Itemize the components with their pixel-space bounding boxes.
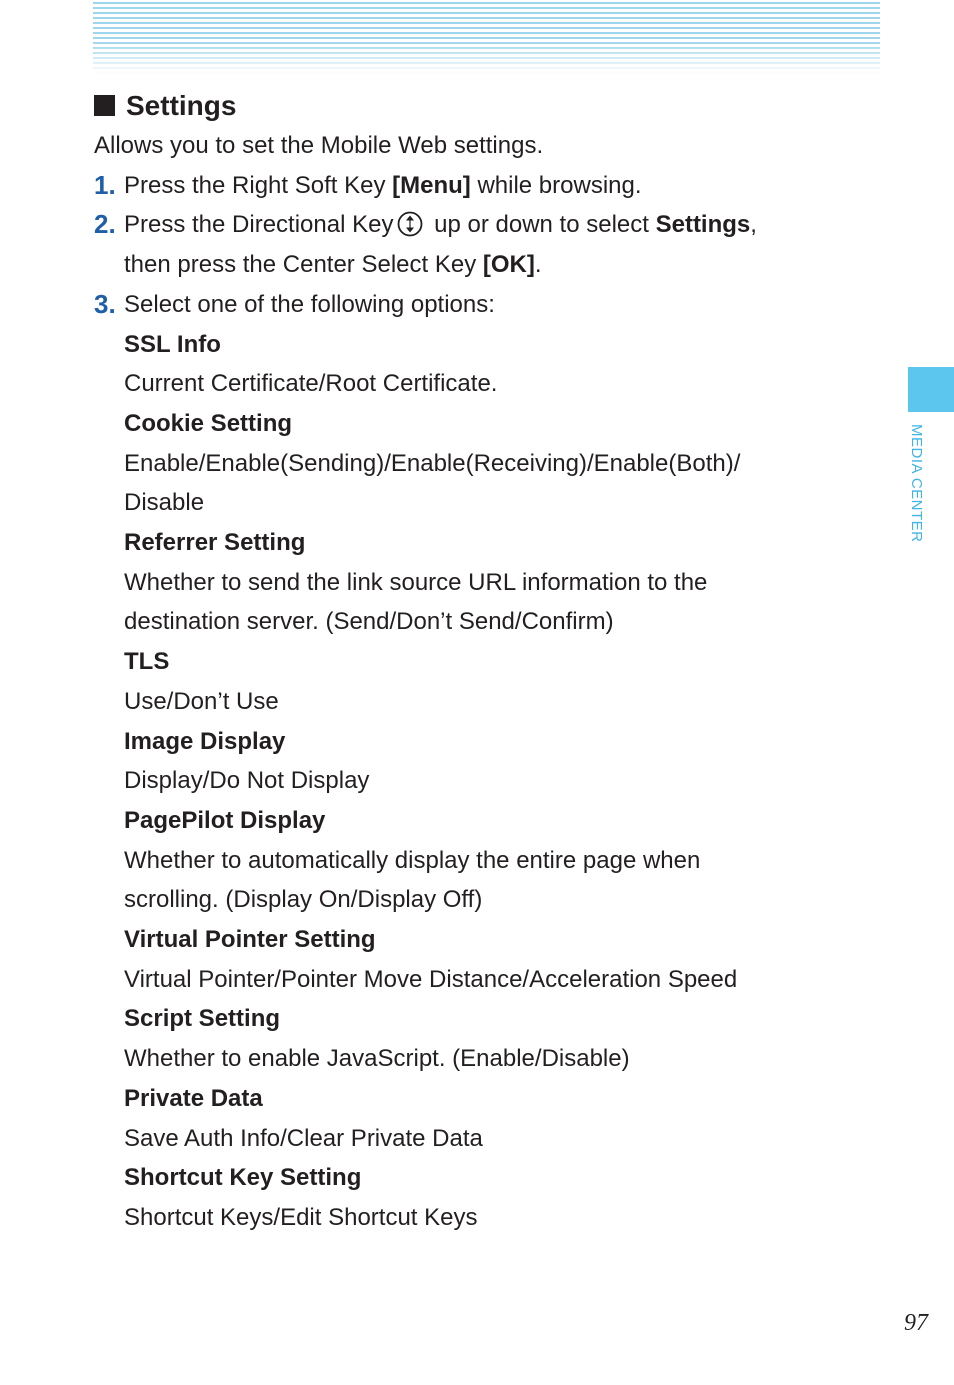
step-text: . <box>534 251 542 279</box>
step-text: Press the Directional Key <box>124 211 394 239</box>
option-name-cookie-setting: Cookie Setting <box>124 409 293 437</box>
key-label-ok: [OK] <box>482 251 535 279</box>
chapter-tab <box>908 367 954 412</box>
option-description: Use/Don’t Use <box>124 687 279 715</box>
option-name-virtual-pointer-setting: Virtual Pointer Setting <box>124 926 376 954</box>
option-description: Virtual Pointer/Pointer Move Distance/Acceleration Speed <box>124 965 738 993</box>
step-text: Press the Right Soft Key <box>124 171 393 199</box>
step-number: 2. <box>94 209 116 240</box>
step-text: Select one of the following options: <box>124 290 495 318</box>
option-name-tls: TLS <box>124 648 170 676</box>
black-square-icon <box>94 95 115 116</box>
option-description: destination server. (Send/Don’t Send/Confirm) <box>124 608 614 636</box>
page-number: 97 <box>904 1310 928 1336</box>
option-description: Shortcut Keys/Edit Shortcut Keys <box>124 1203 478 1231</box>
option-description: scrolling. (Display On/Display Off) <box>124 886 483 914</box>
step-text: up or down to select <box>427 211 656 239</box>
chapter-tab-label: MEDIA CENTER <box>908 424 925 543</box>
section-title-text: Settings <box>126 90 237 121</box>
header-stripe-band <box>93 2 880 74</box>
option-description: Enable/Enable(Sending)/Enable(Receiving)/Enable(Both)/ <box>124 449 741 477</box>
step-text: then press the Center Select Key <box>124 251 483 279</box>
step-number: 1. <box>94 169 116 200</box>
step-text: , <box>750 211 757 239</box>
directional-key-up-down-icon <box>397 211 423 237</box>
option-description: Save Auth Info/Clear Private Data <box>124 1124 483 1152</box>
options-list <box>94 325 854 1238</box>
option-name-shortcut-key-setting: Shortcut Key Setting <box>124 1164 362 1192</box>
menu-item-settings: Settings <box>655 211 751 239</box>
page-content <box>94 126 854 1238</box>
step-3 <box>94 285 854 325</box>
step-number: 3. <box>94 288 116 319</box>
key-label-menu: [Menu] <box>392 171 471 199</box>
option-name-pagepilot-display: PagePilot Display <box>124 806 326 834</box>
section-title <box>94 88 236 124</box>
step-2-continuation <box>94 245 854 285</box>
option-name-image-display: Image Display <box>124 727 286 755</box>
option-description: Whether to send the link source URL information to the <box>124 568 708 596</box>
option-name-referrer-setting: Referrer Setting <box>124 529 306 557</box>
option-description: Whether to enable JavaScript. (Enable/Disable) <box>124 1045 630 1073</box>
option-name-ssl-info: SSL Info <box>124 330 221 358</box>
step-1 <box>94 166 854 206</box>
option-description: Disable <box>124 489 205 517</box>
option-description: Display/Do Not Display <box>124 767 370 795</box>
option-name-script-setting: Script Setting <box>124 1005 281 1033</box>
option-name-private-data: Private Data <box>124 1084 263 1112</box>
option-description: Whether to automatically display the entire page when <box>124 846 701 874</box>
step-text: while browsing. <box>470 171 642 199</box>
option-description: Current Certificate/Root Certificate. <box>124 370 498 398</box>
intro-text: Allows you to set the Mobile Web settings. <box>94 132 544 159</box>
step-2 <box>94 205 854 245</box>
